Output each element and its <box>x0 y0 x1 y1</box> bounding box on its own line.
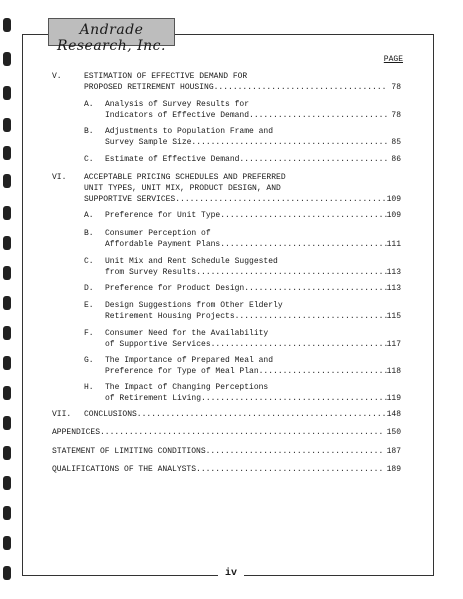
section-label: H. <box>84 383 94 392</box>
binder-hole <box>3 386 11 400</box>
binder-hole <box>3 86 11 100</box>
binder-hole <box>3 296 11 310</box>
frame-border-left <box>22 34 23 575</box>
section-label: V. <box>52 72 62 81</box>
entry-page-number: 113 <box>386 268 401 277</box>
entry-page-number: 111 <box>386 240 401 249</box>
entry-title: Design Suggestions from Other Elderly <box>105 301 283 310</box>
entry-title: The Impact of Changing Perceptions <box>105 383 269 392</box>
section-label: C. <box>84 155 94 164</box>
entry-page-number: 189 <box>386 465 401 474</box>
frame-border-bottom <box>244 575 434 576</box>
entry-page-number: 78 <box>391 111 401 120</box>
entry-title: Survey Sample Size......................................... <box>105 138 389 147</box>
section-label: C. <box>84 257 94 266</box>
section-label: B. <box>84 127 94 136</box>
entry-title: Analysis of Survey Results for <box>105 100 250 109</box>
section-label: G. <box>84 356 94 365</box>
section-label: VI. <box>52 173 67 182</box>
entry-title: PROPOSED RETIREMENT HOUSING.................................... <box>84 83 387 92</box>
entry-title: Preference for Type of Meal Plan........................... <box>105 367 389 376</box>
frame-border-right <box>433 34 434 575</box>
entry-title: The Importance of Prepared Meal and <box>105 356 274 365</box>
binder-hole <box>3 416 11 430</box>
binder-hole <box>3 446 11 460</box>
binder-hole <box>3 118 11 132</box>
entry-title: Preference for Product Design.............................. <box>105 284 389 293</box>
section-label: D. <box>84 284 94 293</box>
entry-page-number: 85 <box>391 138 401 147</box>
entry-page-number: 119 <box>386 394 401 403</box>
entry-page-number: 86 <box>391 155 401 164</box>
entry-page-number: 113 <box>386 284 401 293</box>
entry-page-number: 150 <box>386 428 401 437</box>
entry-title: from Survey Results........................................ <box>105 268 389 277</box>
binder-hole <box>3 326 11 340</box>
entry-title: Indicators of Effective Demand............................. <box>105 111 389 120</box>
binder-hole <box>3 506 11 520</box>
entry-title: ACCEPTABLE PRICING SCHEDULES AND PREFERRED <box>84 173 286 182</box>
binder-hole <box>3 536 11 550</box>
binder-hole <box>3 18 11 32</box>
section-label: B. <box>84 229 94 238</box>
entry-page-number: 78 <box>391 83 401 92</box>
entry-title: CONCLUSIONS.................................................... <box>84 410 387 419</box>
binder-hole <box>3 206 11 220</box>
section-label: A. <box>84 100 94 109</box>
binder-hole <box>3 146 11 160</box>
entry-title: STATEMENT OF LIMITING CONDITIONS..................................... <box>52 447 384 456</box>
entry-title: Adjustments to Population Frame and <box>105 127 274 136</box>
entry-title: of Retirement Living....................................... <box>105 394 389 403</box>
entry-page-number: 115 <box>386 312 401 321</box>
footer-page-number: iv <box>224 568 237 579</box>
binder-hole <box>3 476 11 490</box>
entry-page-number: 109 <box>386 211 401 220</box>
entry-page-number: 148 <box>386 410 401 419</box>
section-label: F. <box>84 329 94 338</box>
entry-page-number: 117 <box>386 340 401 349</box>
entry-title: ESTIMATION OF EFFECTIVE DEMAND FOR <box>84 72 248 81</box>
section-label: VII. <box>52 410 72 419</box>
binder-hole <box>3 266 11 280</box>
entry-title: Unit Mix and Rent Schedule Suggested <box>105 257 278 266</box>
entry-page-number: 187 <box>386 447 401 456</box>
entry-title: Consumer Perception of <box>105 229 211 238</box>
binder-hole <box>3 236 11 250</box>
frame-border-bottom <box>22 575 218 576</box>
entry-title: Estimate of Effective Demand............................... <box>105 155 389 164</box>
entry-page-number: 109 <box>386 195 401 204</box>
entry-title: Retirement Housing Projects................................ <box>105 312 389 321</box>
entry-title: of Supportive Services..................................... <box>105 340 389 349</box>
binder-hole <box>3 52 11 66</box>
entry-title: Preference for Unit Type................................... <box>105 211 389 220</box>
entry-title: Affordable Payment Plans................................... <box>105 240 389 249</box>
entry-title: APPENDICES........................................................... <box>52 428 384 437</box>
section-label: A. <box>84 211 94 220</box>
entry-title: SUPPORTIVE SERVICES............................................ <box>84 195 387 204</box>
binder-hole <box>3 174 11 188</box>
entry-page-number: 118 <box>386 367 401 376</box>
entry-title: QUALIFICATIONS OF THE ANALYSTS....................................... <box>52 465 384 474</box>
entry-title: UNIT TYPES, UNIT MIX, PRODUCT DESIGN, AND <box>84 184 281 193</box>
binder-hole <box>3 566 11 580</box>
binder-strip <box>0 0 16 599</box>
logo-text: Andrade Research, Inc. <box>57 22 166 54</box>
entry-title: Consumer Need for the Availability <box>105 329 269 338</box>
section-label: E. <box>84 301 94 310</box>
page-column-header: PAGE <box>383 55 403 64</box>
company-logo <box>48 18 175 54</box>
binder-hole <box>3 356 11 370</box>
